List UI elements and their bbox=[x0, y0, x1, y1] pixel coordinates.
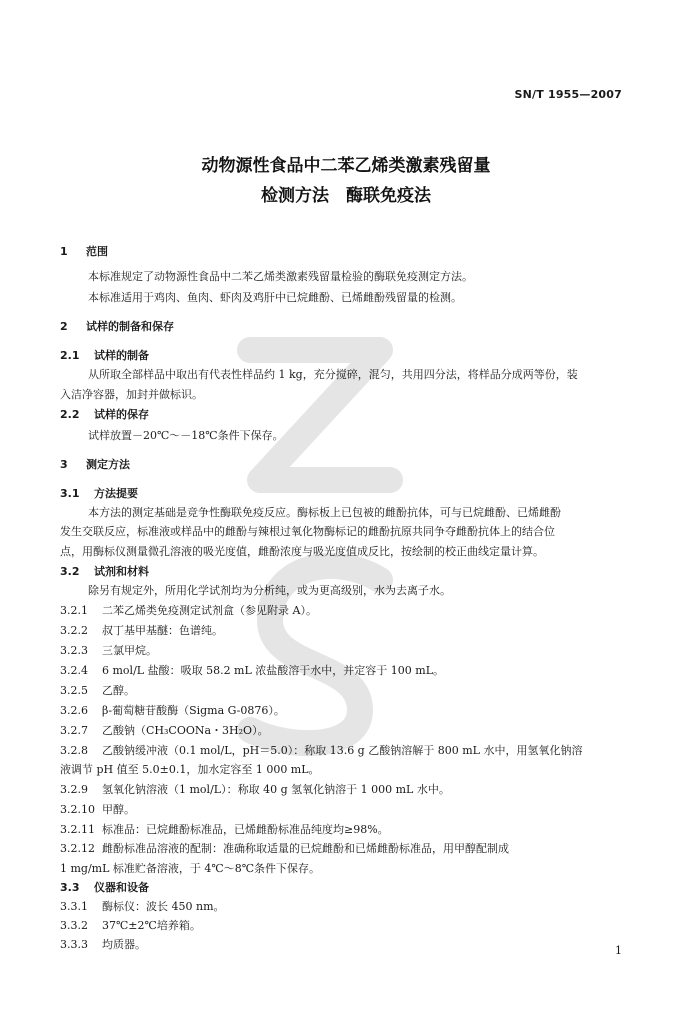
clause-number: 2.1 bbox=[60, 349, 80, 362]
numbered-item bbox=[60, 803, 135, 817]
paragraph-line bbox=[88, 270, 473, 284]
paragraph-line bbox=[88, 368, 578, 382]
clause-number: 3.2.3 bbox=[60, 644, 88, 657]
numbered-item bbox=[60, 744, 582, 758]
clause-number: 2 bbox=[60, 320, 68, 333]
clause-text: 37℃±2℃培养箱。 bbox=[102, 919, 201, 932]
clause-text: 试样的保存 bbox=[94, 408, 149, 421]
watermark-graphic bbox=[210, 320, 410, 760]
numbered-item bbox=[60, 823, 389, 837]
subsection-heading bbox=[60, 881, 149, 895]
clause-text: 甲醇。 bbox=[102, 803, 135, 816]
clause-text: 雌酚标准品溶液的配制：准确称取适量的已烷雌酚和已烯雌酚标准品，用甲醇配制成 bbox=[102, 842, 509, 855]
clause-number: 3.2.11 bbox=[60, 823, 95, 836]
clause-text: 本标准适用于鸡肉、鱼肉、虾肉及鸡肝中已烷雌酚、已烯雌酚残留量的检测。 bbox=[88, 291, 462, 304]
clause-number: 3.3.2 bbox=[60, 919, 88, 932]
clause-text: 液调节 pH 值至 5.0±0.1，加水定容至 1 000 mL。 bbox=[60, 763, 320, 776]
clause-text: 酶标仪：波长 450 nm。 bbox=[102, 900, 225, 913]
clause-text: 本标准规定了动物源性食品中二苯乙烯类激素残留量检验的酶联免疫测定方法。 bbox=[88, 270, 473, 283]
document-code: SN/T 1955—2007 bbox=[514, 88, 622, 101]
numbered-item bbox=[60, 900, 225, 914]
clause-text: 仪器和设备 bbox=[94, 881, 149, 894]
page-number: 1 bbox=[615, 944, 622, 957]
clause-text: 乙酸钠（CH₃COONa・3H₂O）。 bbox=[102, 724, 269, 737]
clause-text: 范围 bbox=[86, 245, 108, 258]
paragraph-line bbox=[60, 763, 320, 777]
clause-text: 方法提要 bbox=[94, 487, 138, 500]
clause-number: 3.2.10 bbox=[60, 803, 95, 816]
clause-number: 3.2.8 bbox=[60, 744, 88, 757]
clause-number: 3.2.2 bbox=[60, 624, 88, 637]
clause-number: 3 bbox=[60, 458, 68, 471]
clause-number: 3.2 bbox=[60, 565, 80, 578]
clause-text: 乙醇。 bbox=[102, 684, 135, 697]
clause-number: 3.3.3 bbox=[60, 938, 88, 951]
clause-text: 6 mol/L 盐酸：吸取 58.2 mL 浓盐酸溶于水中，并定容于 100 mL。 bbox=[102, 664, 445, 677]
clause-text: 试样放置－20℃～－18℃条件下保存。 bbox=[88, 429, 284, 442]
paragraph-line bbox=[88, 506, 561, 520]
clause-text: 入洁净容器，加封并做标识。 bbox=[60, 388, 203, 401]
paragraph-line bbox=[60, 388, 203, 402]
numbered-item bbox=[60, 604, 317, 618]
numbered-item bbox=[60, 704, 285, 718]
clause-text: 三氯甲烷。 bbox=[102, 644, 157, 657]
clause-number: 3.2.1 bbox=[60, 604, 88, 617]
paragraph-line bbox=[60, 862, 320, 876]
section-heading bbox=[60, 458, 130, 472]
section-heading bbox=[60, 245, 108, 259]
clause-number: 3.2.12 bbox=[60, 842, 95, 855]
subsection-heading bbox=[60, 487, 138, 501]
clause-number: 3.2.6 bbox=[60, 704, 88, 717]
clause-text: 试剂和材料 bbox=[94, 565, 149, 578]
paragraph-line bbox=[88, 291, 462, 305]
clause-number: 3.2.4 bbox=[60, 664, 88, 677]
clause-number: 3.2.9 bbox=[60, 783, 88, 796]
clause-text: 1 mg/mL 标准贮备溶液，于 4℃～8℃条件下保存。 bbox=[60, 862, 321, 875]
clause-text: 标准品：已烷雌酚标准品，已烯雌酚标准品纯度均≥98%。 bbox=[102, 823, 389, 836]
clause-number: 2.2 bbox=[60, 408, 80, 421]
clause-number: 3.2.7 bbox=[60, 724, 88, 737]
subsection-heading bbox=[60, 408, 149, 422]
subsection-heading bbox=[60, 349, 149, 363]
numbered-item bbox=[60, 724, 269, 738]
clause-text: 叔丁基甲基醚：色谱纯。 bbox=[102, 624, 223, 637]
paragraph-line bbox=[60, 525, 555, 539]
numbered-item bbox=[60, 842, 509, 856]
numbered-item bbox=[60, 684, 135, 698]
numbered-item bbox=[60, 624, 223, 638]
paragraph-line bbox=[88, 584, 451, 598]
document-title-line-2: 检测方法 酶联免疫法 bbox=[261, 186, 431, 206]
clause-number: 3.1 bbox=[60, 487, 80, 500]
clause-number: 3.3 bbox=[60, 881, 80, 894]
paragraph-line bbox=[60, 545, 544, 559]
clause-text: 测定方法 bbox=[86, 458, 130, 471]
numbered-item bbox=[60, 938, 146, 952]
clause-text: 发生交联反应，标准液或样品中的雌酚与辣根过氧化物酶标记的雌酚抗原共同争夺雌酚抗体上的结合位 bbox=[60, 525, 555, 538]
clause-text: β-葡萄糖苷酸酶（Sigma G-0876）。 bbox=[102, 704, 285, 717]
clause-text: 本方法的测定基础是竞争性酶联免疫反应。酶标板上已包被的雌酚抗体，可与已烷雌酚、已烯雌酚 bbox=[88, 506, 561, 519]
clause-text: 从所取全部样品中取出有代表性样品约 1 kg，充分搅碎，混匀，共用四分法，将样品分成两等份，装 bbox=[88, 368, 578, 381]
numbered-item bbox=[60, 664, 444, 678]
clause-number: 1 bbox=[60, 245, 68, 258]
paragraph-line bbox=[88, 429, 284, 443]
subsection-heading bbox=[60, 565, 149, 579]
clause-text: 试样的制备 bbox=[94, 349, 149, 362]
clause-number: 3.3.1 bbox=[60, 900, 88, 913]
clause-text: 均质器。 bbox=[102, 938, 146, 951]
numbered-item bbox=[60, 644, 157, 658]
clause-text: 二苯乙烯类免疫测定试剂盒（参见附录 A）。 bbox=[102, 604, 317, 617]
clause-text: 试样的制备和保存 bbox=[86, 320, 174, 333]
numbered-item bbox=[60, 783, 450, 797]
clause-text: 氢氧化钠溶液（1 mol/L）：称取 40 g 氢氧化钠溶于 1 000 mL 水中。 bbox=[102, 783, 450, 796]
clause-text: 点，用酶标仪测量微孔溶液的吸光度值，雌酚浓度与吸光度值成反比，按绘制的校正曲线定量计算。 bbox=[60, 545, 544, 558]
document-title-line-1: 动物源性食品中二苯乙烯类激素残留量 bbox=[201, 156, 491, 176]
clause-text: 乙酸钠缓冲液（0.1 mol/L，pH＝5.0）：称取 13.6 g 乙酸钠溶解于 800 mL 水中，用氢氧化钠溶 bbox=[102, 744, 583, 757]
clause-number: 3.2.5 bbox=[60, 684, 88, 697]
section-heading bbox=[60, 320, 174, 334]
numbered-item bbox=[60, 919, 201, 933]
clause-text: 除另有规定外，所用化学试剂均为分析纯，或为更高级别，水为去离子水。 bbox=[88, 584, 451, 597]
